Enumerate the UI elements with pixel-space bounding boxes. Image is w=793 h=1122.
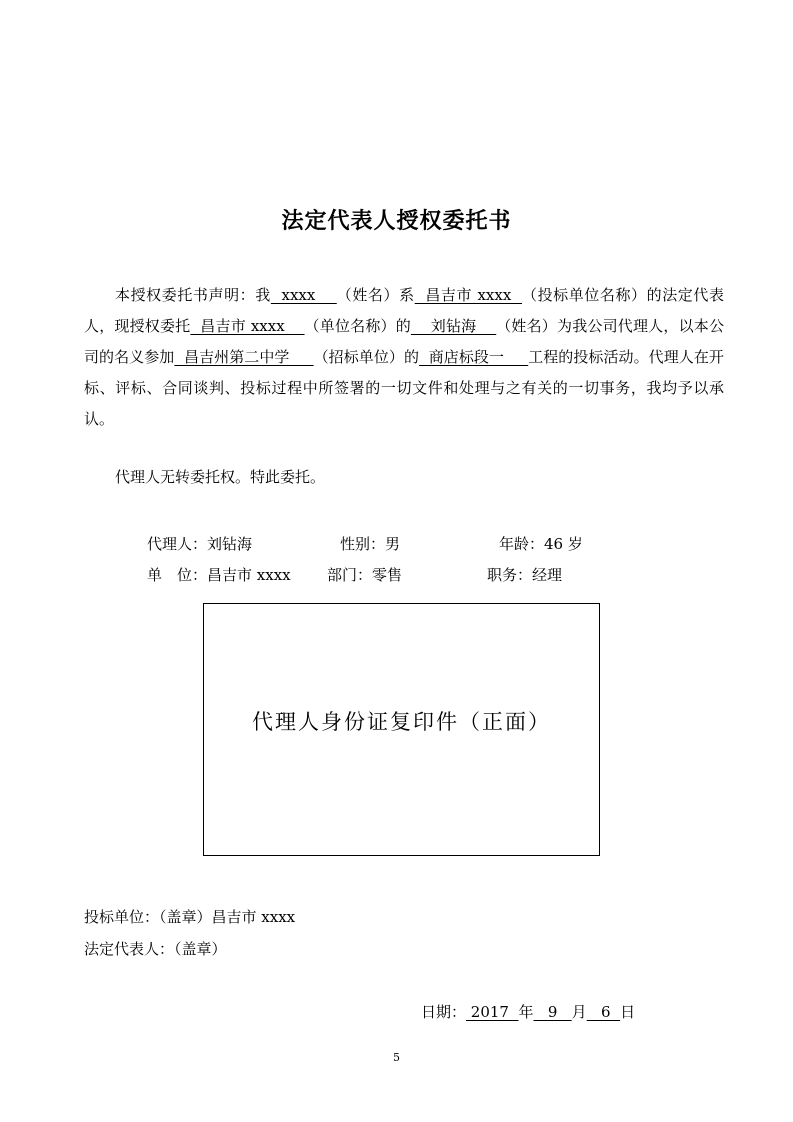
bidder-seal-line: 投标单位：（盖章）昌吉市 xxxx — [84, 908, 296, 926]
para-text-4: （单位名称）的 — [304, 317, 411, 335]
bidding-company-name: 昌吉市 xxxx — [414, 286, 522, 304]
date-day-unit: 日 — [620, 1003, 636, 1021]
para-text-2: （姓名）系 — [336, 286, 415, 304]
id-copy-label: 代理人身份证复印件（正面） — [252, 710, 551, 734]
agent-name: 刘钻海 — [410, 317, 497, 335]
date-line — [421, 1001, 635, 1022]
no-transfer-statement: 代理人无转委托权。特此委托。 — [115, 468, 326, 486]
agent-info-age: 年龄：46 岁 — [499, 535, 583, 553]
date-year: 2017 — [466, 1003, 519, 1021]
legal-rep-name: xxxx — [270, 286, 337, 304]
page-number: 5 — [393, 1051, 400, 1064]
para-text-7: 工程的投标活动。代理人在开标、评标、合同谈判、投标过程中所签署的一切文件和处理与之有关的一切事务，我均予以承认。 — [84, 348, 724, 428]
agent-info-name: 代理人：刘钻海 — [147, 535, 253, 553]
date-day: 6 — [586, 1003, 621, 1021]
date-month-unit: 月 — [571, 1003, 587, 1021]
para-text-1: 本授权委托书声明：我 — [115, 286, 271, 304]
id-copy-placeholder-box — [203, 603, 600, 856]
para-text-5: （姓名）为我公司代理人，以本公司的名义参加 — [84, 317, 724, 366]
agent-info-gender: 性别：男 — [340, 535, 401, 553]
project-name: 商店标段一 — [419, 348, 529, 366]
authorization-paragraph — [84, 280, 724, 435]
legal-rep-seal-line: 法定代表人：（盖章） — [84, 940, 227, 958]
date-year-unit: 年 — [518, 1003, 534, 1021]
para-text-3: （投标单位名称）的法定代表人，现授权委托 — [84, 286, 724, 335]
date-label: 日期： — [421, 1003, 467, 1021]
agent-info-dept: 部门：零售 — [327, 566, 403, 584]
agent-info-unit: 单 位：昌吉市 xxxx — [147, 566, 291, 584]
tendering-unit-name: 昌吉州第二中学 — [174, 348, 314, 366]
para-text-6: （招标单位）的 — [313, 348, 420, 366]
date-month: 9 — [533, 1003, 572, 1021]
agent-info-position: 职务：经理 — [487, 566, 563, 584]
unit-name: 昌吉市 xxxx — [190, 317, 305, 335]
document-title: 法定代表人授权委托书 — [281, 209, 512, 234]
